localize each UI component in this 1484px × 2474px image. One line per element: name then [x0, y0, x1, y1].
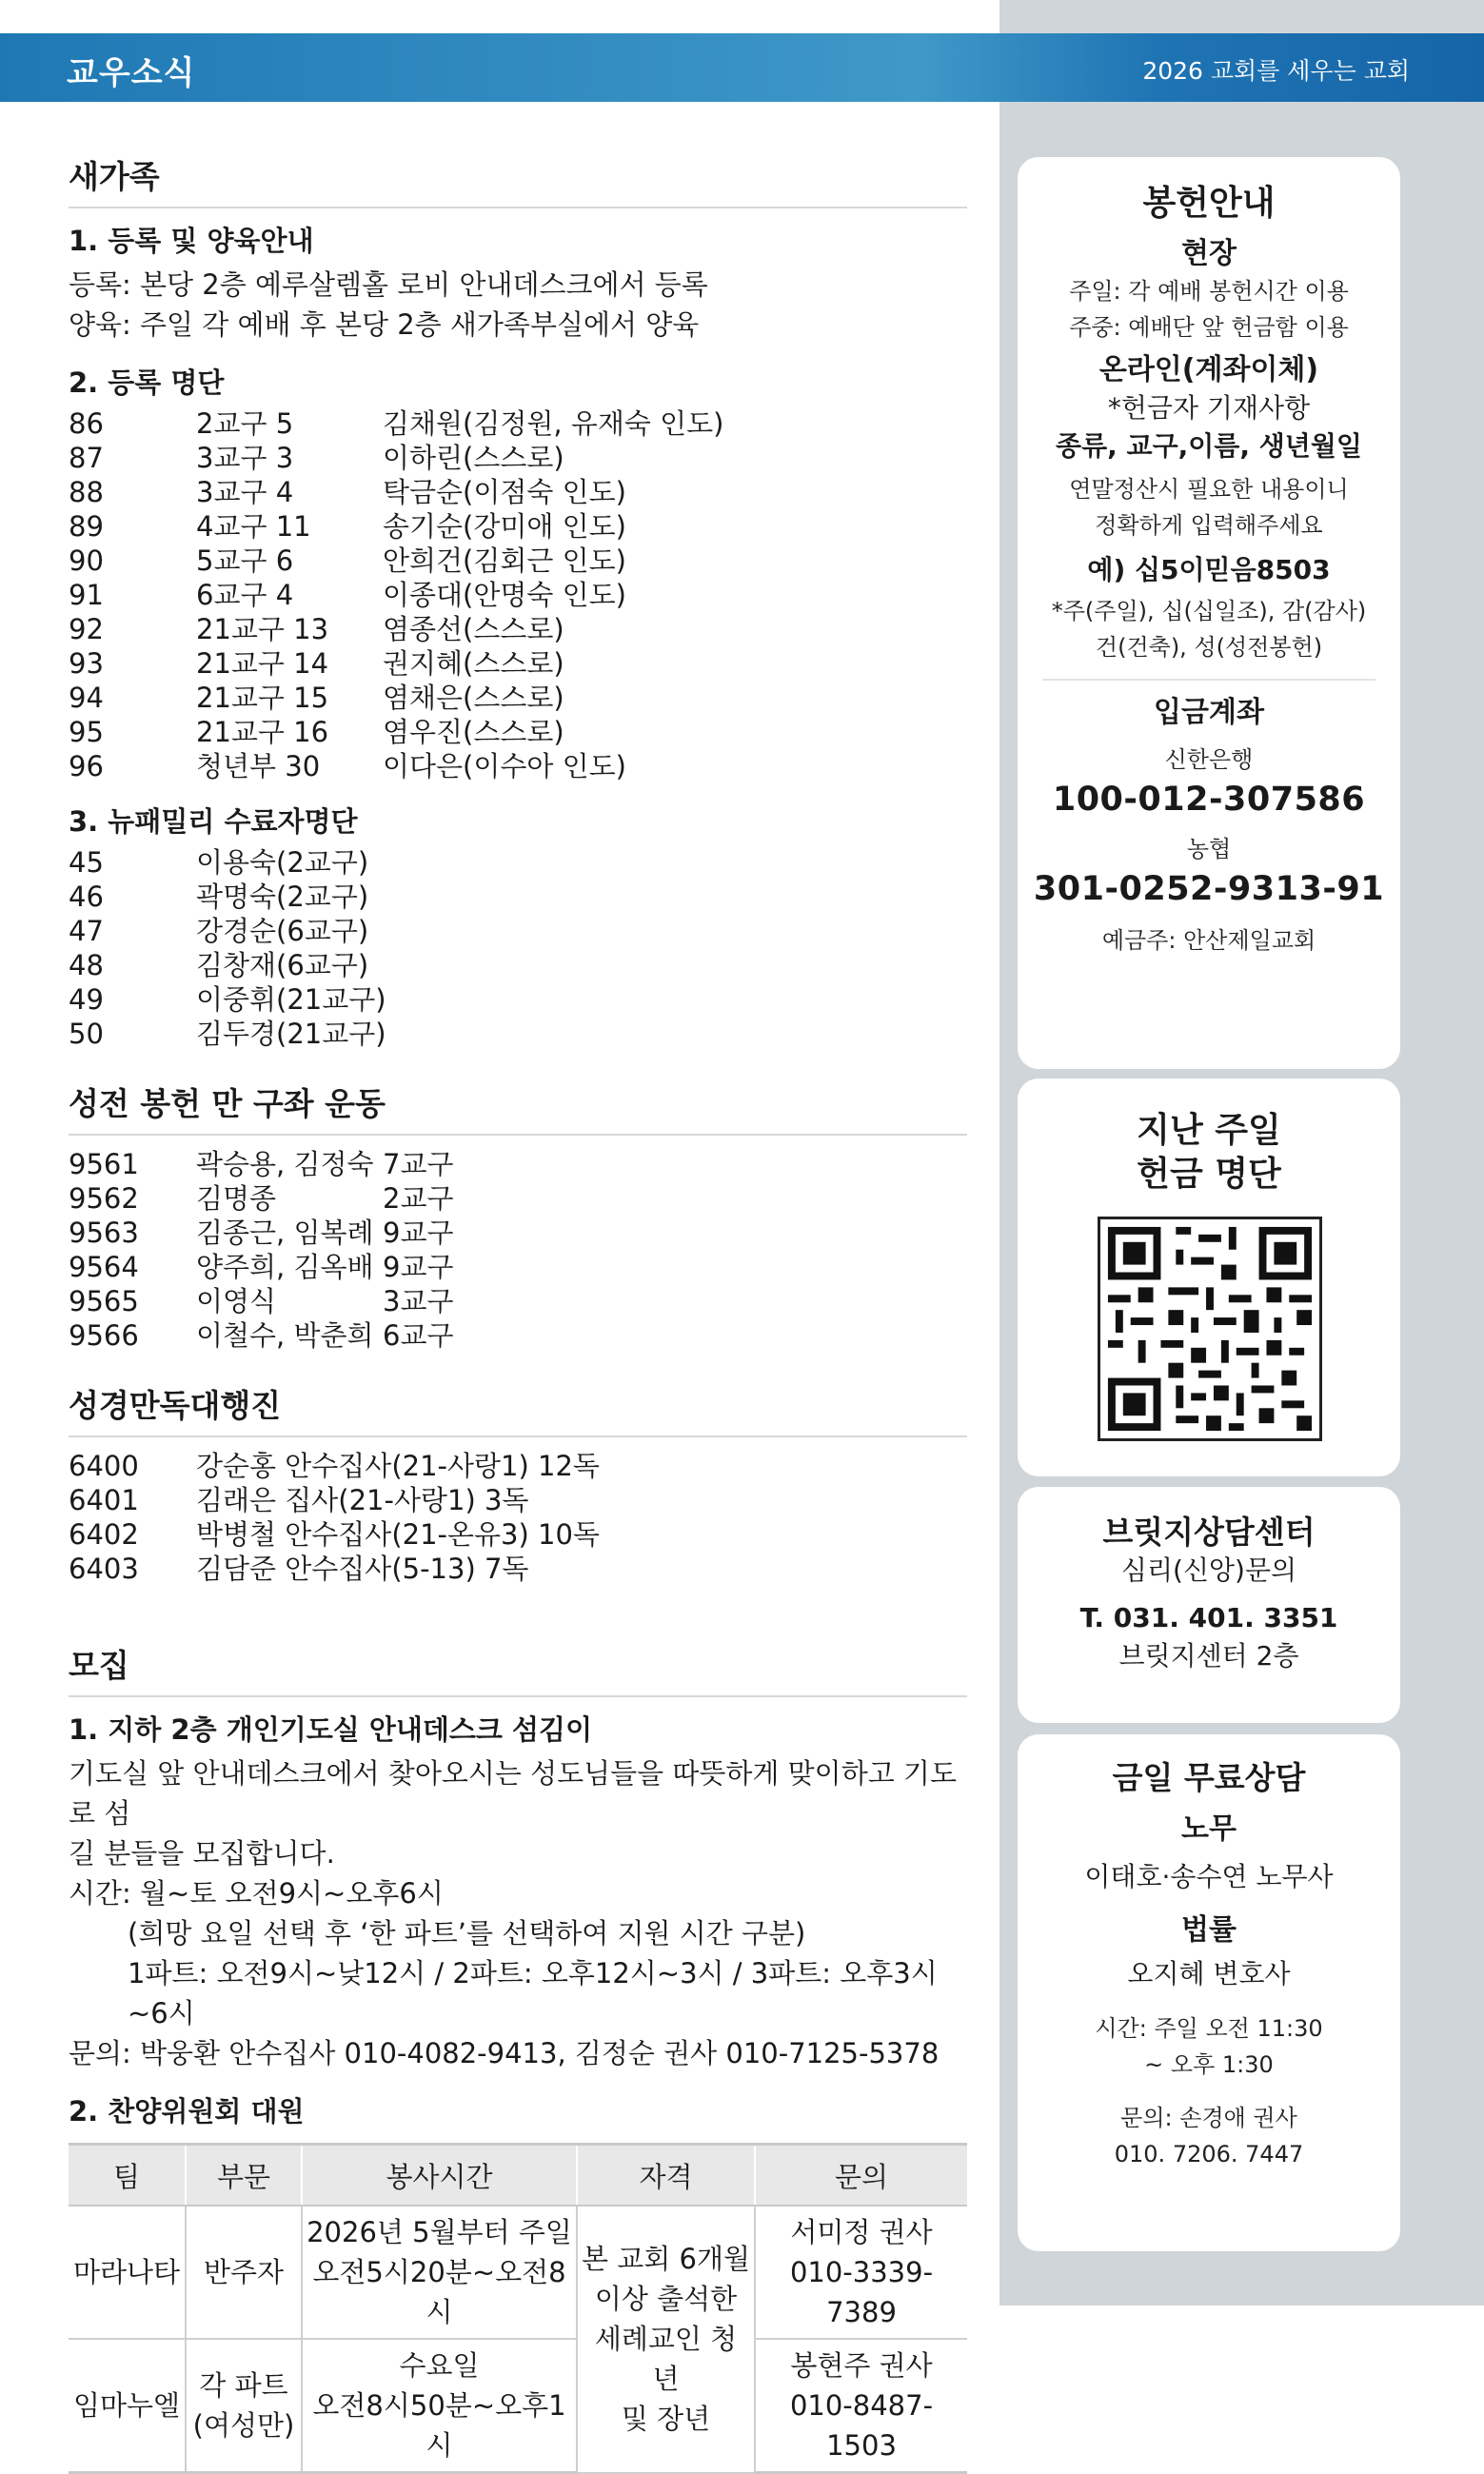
registration-guide-line: 등록: 본당 2층 예루살렘홀 로비 안내데스크에서 등록	[69, 268, 708, 301]
qualification-cell: 본 교회 6개월 이상 출석한 세례교인 청년 및 장년	[577, 2206, 755, 2473]
labor-title: 노무	[1181, 1812, 1237, 1846]
list-item: 6402 박병철 안수집사(21-온유3) 10독	[69, 1518, 600, 1551]
nurture-guide-line: 양육: 주일 각 예배 후 본당 2층 새가족부실에서 양육	[69, 308, 700, 341]
list-item: 89 4교구 11 송기순(강미애 인도)	[69, 510, 626, 543]
list-item: 6400 강순홍 안수집사(21-사랑1) 12독	[69, 1450, 600, 1482]
table-header: 부문	[186, 2145, 302, 2207]
onsite-line: 주일: 각 예배 봉헌시간 이용	[1069, 278, 1349, 305]
table-header: 팀	[69, 2145, 186, 2207]
offering-title: 봉헌안내	[1142, 184, 1276, 223]
bible-reading-title: 성경만독대행진	[69, 1381, 967, 1437]
free-counsel-card	[1018, 1734, 1400, 2251]
table-row	[69, 2339, 967, 2473]
prayer-room-parts: 1파트: 오전9시~낮12시 / 2파트: 오후12시~3시 / 3파트: 오후3시~6시	[128, 1957, 938, 2029]
law-counselor: 오지혜 변호사	[1127, 1958, 1291, 1989]
labor-counselors: 이태호·송수연 노무사	[1084, 1861, 1334, 1892]
list-item: 87 3교구 3 이하린(스스로)	[69, 442, 564, 474]
online-note-line: 정확하게 입력해주세요	[1095, 512, 1323, 539]
online-title: 온라인(계좌이체)	[1098, 353, 1319, 386]
bank-name: 농협	[1186, 836, 1232, 862]
offering-card	[1018, 157, 1400, 1069]
time-cell: 수요일 오전8시50분~오후1시	[302, 2339, 577, 2473]
temple-campaign-title: 성전 봉헌 만 구좌 운동	[69, 1079, 967, 1136]
graduates-list	[69, 845, 967, 1051]
onsite-title: 현장	[1181, 237, 1237, 270]
divider	[1042, 679, 1375, 681]
online-note: *헌금자 기재사항	[1107, 392, 1311, 424]
page-header	[0, 33, 1484, 102]
team-cell: 마라나타	[69, 2206, 186, 2339]
team-cell: 임마누엘	[69, 2339, 186, 2473]
counsel-time: ~ 오후 1:30	[1144, 2051, 1274, 2078]
account-number: 301-0252-9313-91	[1033, 870, 1385, 908]
registration-guide-title: 1. 등록 및 양육안내	[69, 225, 314, 257]
list-item: 90 5교구 6 안희건(김회근 인도)	[69, 544, 626, 577]
account-holder: 예금주: 안산제일교회	[1101, 927, 1316, 954]
bible-reading-list	[69, 1449, 967, 1586]
table-header: 자격	[577, 2145, 755, 2207]
new-family-title: 새가족	[69, 152, 967, 208]
registration-list	[69, 406, 967, 783]
list-item: 91 6교구 4 이종대(안명숙 인도)	[69, 579, 626, 611]
prayer-room-contact: 문의: 박웅환 안수집사 010-4082-9413, 김정순 권사 010-7125-5378	[69, 2037, 940, 2069]
list-item: 9561 곽승용, 김정숙 7교구	[69, 1148, 454, 1180]
list-item: 49 이중휘(21교구)	[69, 983, 386, 1016]
last-week-title-line2: 헌금 명단	[1137, 1155, 1281, 1194]
list-item: 93 21교구 14 권지혜(스스로)	[69, 647, 564, 680]
contact-cell: 봉현주 권사 010-8487-1503	[755, 2339, 967, 2473]
list-item: 48 김창재(6교구)	[69, 949, 369, 981]
offering-example: 예) 십5이믿음8503	[1087, 554, 1331, 585]
part-cell: 반주자	[186, 2206, 302, 2339]
list-item: 9565 이영식 3교구	[69, 1285, 454, 1317]
prayer-room-time: 시간: 월~토 오전9시~오후6시	[69, 1877, 444, 1910]
list-item: 9564 양주희, 김옥배 9교구	[69, 1251, 454, 1283]
page-title: 교우소식	[67, 54, 196, 92]
graduates-title: 3. 뉴패밀리 수료자명단	[69, 805, 358, 838]
choir-title: 2. 찬양위원회 대원	[69, 2095, 305, 2128]
list-item: 45 이용숙(2교구)	[69, 846, 369, 879]
temple-campaign-list	[69, 1147, 967, 1353]
deposit-title: 입금계좌	[1154, 696, 1264, 729]
list-item: 50 김두경(21교구)	[69, 1018, 386, 1050]
counsel-time: 시간: 주일 오전 11:30	[1095, 2015, 1323, 2042]
part-cell: 각 파트 (여성만)	[186, 2339, 302, 2473]
time-cell: 2026년 5월부터 주일 오전5시20분~오전8시	[302, 2206, 577, 2339]
choir-table	[69, 2143, 967, 2474]
prayer-room-desc: 기도실 앞 안내데스크에서 찾아오시는 성도님들을 따뜻하게 맞이하고 기도로 섬	[69, 1757, 957, 1830]
table-header: 봉사시간	[302, 2145, 577, 2207]
list-item: 9563 김종근, 임복례 9교구	[69, 1217, 454, 1249]
offering-codes: *주(주일), 십(십일조), 감(감사)	[1051, 598, 1367, 624]
bridge-phone: T. 031. 401. 3351	[1079, 1602, 1338, 1633]
online-note-line: 연말정산시 필요한 내용이니	[1069, 476, 1349, 503]
list-item: 6403 김담준 안수집사(5-13) 7독	[69, 1553, 529, 1585]
onsite-line: 주중: 예배단 앞 헌금함 이용	[1069, 314, 1349, 341]
table-header: 문의	[755, 2145, 967, 2207]
law-title: 법률	[1181, 1913, 1237, 1947]
offering-codes: 건(건축), 성(성전봉헌)	[1095, 634, 1323, 661]
main-content	[69, 152, 967, 2474]
contact-cell: 서미정 권사 010-3339-7389	[755, 2206, 967, 2339]
list-item: 46 곽명숙(2교구)	[69, 881, 369, 913]
counsel-contact: 010. 7206. 7447	[1114, 2141, 1304, 2167]
list-item: 86 2교구 5 김채원(김정원, 유재숙 인도)	[69, 407, 724, 440]
list-item: 88 3교구 4 탁금순(이점숙 인도)	[69, 476, 626, 508]
list-item: 94 21교구 15 염채은(스스로)	[69, 682, 564, 714]
account-number: 100-012-307586	[1052, 781, 1366, 819]
counsel-contact: 문의: 손경애 권사	[1120, 2105, 1297, 2131]
table-row	[69, 2206, 967, 2339]
list-item: 96 청년부 30 이다은(이수아 인도)	[69, 750, 626, 782]
bridge-location: 브릿지센터 2층	[1118, 1640, 1299, 1672]
bank-name: 신한은행	[1164, 746, 1254, 773]
free-counsel-title: 금일 무료상담	[1112, 1759, 1306, 1796]
online-fields: 종류, 교구,이름, 생년월일	[1056, 430, 1362, 462]
bridge-sub: 심리(신앙)문의	[1120, 1554, 1297, 1586]
bridge-counseling-card	[1018, 1487, 1400, 1723]
list-item: 6401 김래은 집사(21-사랑1) 3독	[69, 1484, 529, 1516]
recruit-title: 모집	[69, 1641, 967, 1697]
list-item: 9566 이철수, 박춘희 6교구	[69, 1319, 454, 1352]
list-item: 47 강경순(6교구)	[69, 915, 369, 947]
list-item: 9562 김명종 2교구	[69, 1182, 454, 1215]
prayer-room-title: 1. 지하 2층 개인기도실 안내데스크 섬김이	[69, 1713, 593, 1746]
registration-list-title: 2. 등록 명단	[69, 366, 225, 399]
last-week-title: 지난 주일	[1137, 1111, 1281, 1150]
page-subtitle: 2026 교회를 세우는 교회	[1142, 57, 1410, 85]
bridge-title: 브릿지상담센터	[1102, 1514, 1316, 1551]
last-week-card	[1018, 1079, 1400, 1476]
prayer-room-desc-cont: 길 분들을 모집합니다.	[69, 1837, 335, 1870]
list-item: 95 21교구 16 염우진(스스로)	[69, 716, 564, 748]
prayer-room-time-note: (희망 요일 선택 후 ‘한 파트’를 선택하여 지원 시간 구분)	[128, 1917, 806, 1950]
list-item: 92 21교구 13 염종선(스스로)	[69, 613, 564, 645]
qr-code-icon[interactable]	[1098, 1217, 1322, 1441]
